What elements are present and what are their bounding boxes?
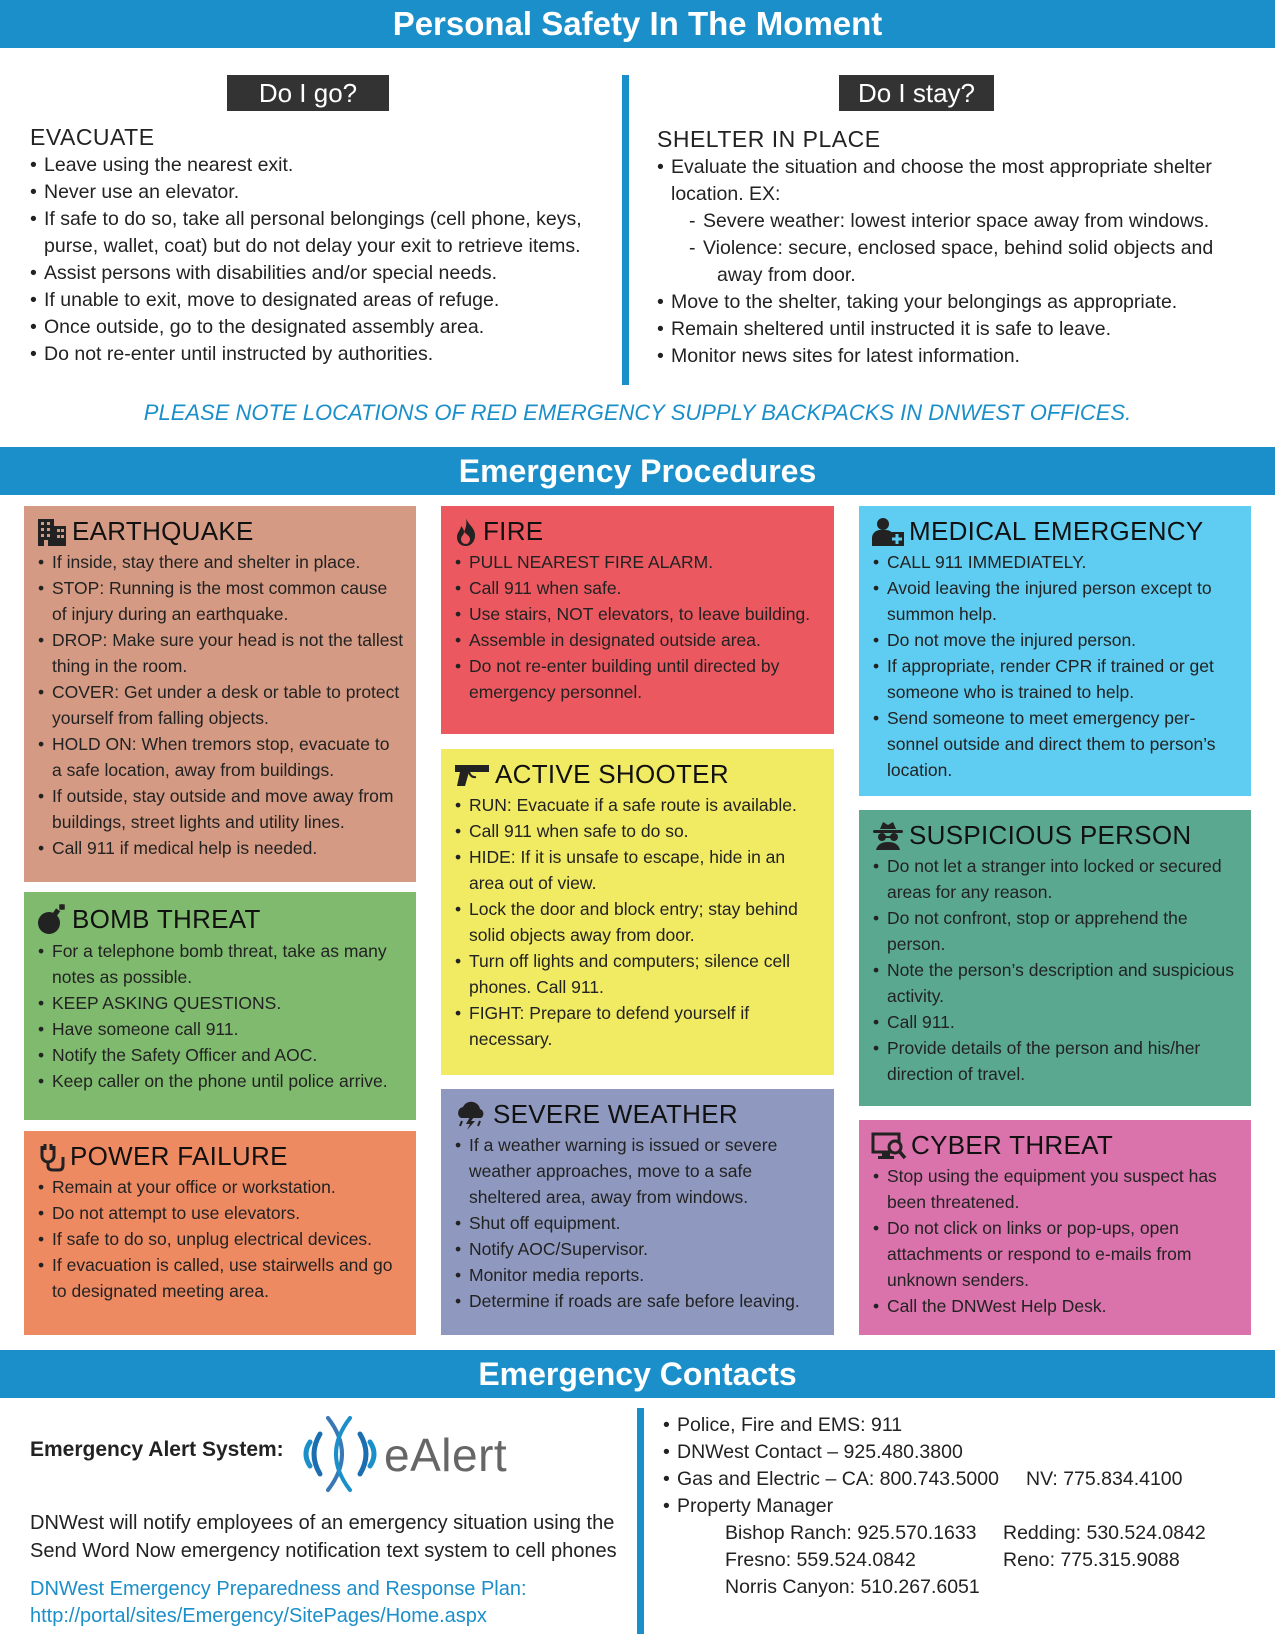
property-manager-left xyxy=(725,1520,980,1601)
list-item: • Do not confront, stop or apprehend the person. xyxy=(871,905,1239,957)
list-item: • If appropriate, render CPR if trained or get someone who is trained to help. xyxy=(871,653,1239,705)
shelter-heading: SHELTER IN PLACE xyxy=(657,126,881,152)
pm-contact: Reno: 775.315.9088 xyxy=(1003,1549,1180,1571)
list-item: • Assemble in designated outside area. xyxy=(453,627,822,653)
power-failure-card xyxy=(24,1131,416,1335)
list-item: • HIDE: If it is unsafe to escape, hide in an area out of view. xyxy=(453,844,822,896)
backpack-note: PLEASE NOTE LOCATIONS OF RED EMERGENCY SUPPLY BACKPACKS IN DNWEST OFFICES. xyxy=(143,400,1132,425)
contact-gas-ca: Gas and Electric – CA: 800.743.5000 xyxy=(677,1468,999,1490)
card-title: ACTIVE SHOOTER xyxy=(495,759,729,789)
medical-person-icon xyxy=(871,517,905,547)
list-item: • Evaluate the situation and choose the most appropriate shelter location. EX: xyxy=(657,154,1242,208)
procedures-title: Emergency Procedures xyxy=(0,447,1275,495)
do-i-go-tag: Do I go? xyxy=(227,75,389,111)
card-title: POWER FAILURE xyxy=(70,1141,288,1171)
card-title: SUSPICIOUS PERSON xyxy=(909,820,1192,850)
list-item: • FIGHT: Prepare to defend yourself if necessary. xyxy=(453,1000,822,1052)
list-item: • Monitor news sites for latest information. xyxy=(657,343,1242,370)
list-item: • Do not let a stranger into locked or secured areas for any reason. xyxy=(871,853,1239,905)
list-item: • PULL NEAREST FIRE ALARM. xyxy=(453,549,822,575)
bomb-threat-card xyxy=(24,892,416,1120)
list-item: • Avoid leaving the injured person except to summon help. xyxy=(871,575,1239,627)
evacuate-heading: EVACUATE xyxy=(30,124,155,150)
card-title: FIRE xyxy=(483,516,544,546)
sub-item-line: away from door. xyxy=(717,264,856,286)
card-title: MEDICAL EMERGENCY xyxy=(909,516,1204,546)
list-item: • COVER: Get under a desk or table to protect yourself from falling objects. xyxy=(36,679,404,731)
contact-dnwest: • DNWest Contact – 925.480.3800 xyxy=(663,1439,1263,1466)
list-item: • Call 911 when safe to do so. xyxy=(453,818,822,844)
notification-text: DNWest will notify employees of an emergency situation using the Send Word Now emergency notification text system to cell phones xyxy=(30,1512,617,1562)
list-item: • Notify AOC/Supervisor. xyxy=(453,1236,822,1262)
list-item: • If safe to do so, take all personal belongings (cell phone, keys, purse, wallet, coat) but do not delay your exit to retrieve items. xyxy=(30,206,595,260)
do-i-stay-tag: Do I stay? xyxy=(839,75,994,111)
list-item: • Stop using the equipment you suspect has been threatened. xyxy=(871,1163,1239,1215)
card-title: BOMB THREAT xyxy=(72,903,261,934)
card-title: CYBER THREAT xyxy=(911,1130,1114,1160)
list-item: • Call 911 if medical help is needed. xyxy=(36,835,404,861)
list-item: • Determine if roads are safe before leaving. xyxy=(453,1288,822,1314)
list-item: • Keep caller on the phone until police arrive. xyxy=(36,1068,404,1094)
alert-system-label: Emergency Alert System: xyxy=(30,1438,284,1461)
shelter-sublist xyxy=(657,208,1242,289)
list-item: • Do not re-enter until instructed by authorities. xyxy=(30,341,595,368)
list-item: • CALL 911 IMMEDIATELY. xyxy=(871,549,1239,575)
list-item: • Call 911. xyxy=(871,1009,1239,1035)
contacts-list xyxy=(663,1412,1263,1520)
list-item: • STOP: Running is the most common cause of injury during an earthquake. xyxy=(36,575,404,627)
list-item: • Do not click on links or pop-ups, open attachments or respond to e-mails from unknown senders. xyxy=(871,1215,1239,1293)
plug-icon xyxy=(36,1142,66,1172)
list-item: • Do not move the injured person. xyxy=(871,627,1239,653)
medical-emergency-card xyxy=(859,506,1251,796)
list-item: • Monitor media reports. xyxy=(453,1262,822,1288)
list-item: • Assist persons with disabilities and/or special needs. xyxy=(30,260,595,287)
list-item: • Move to the shelter, taking your belongings as appropriate. xyxy=(657,289,1242,316)
shelter-list xyxy=(657,154,1242,208)
list-item: • HOLD ON: When tremors stop, evacuate to a safe location, away from buildings. xyxy=(36,731,404,783)
contacts-divider xyxy=(637,1408,644,1634)
list-item: • Turn off lights and computers; silence cell phones. Call 911. xyxy=(453,948,822,1000)
list-item: • KEEP ASKING QUESTIONS. xyxy=(36,990,404,1016)
card-title: SEVERE WEATHER xyxy=(493,1099,738,1129)
list-item: • Lock the door and block entry; stay behind solid objects away from door. xyxy=(453,896,822,948)
property-manager-right xyxy=(1003,1520,1206,1574)
gun-icon xyxy=(453,762,491,788)
list-item: • If safe to do so, unplug electrical devices. xyxy=(36,1226,404,1252)
list-item: • Remain at your office or workstation. xyxy=(36,1174,404,1200)
list-item: • If evacuation is called, use stairwells and go to designated meeting area. xyxy=(36,1252,404,1304)
list-item: • Notify the Safety Officer and AOC. xyxy=(36,1042,404,1068)
ealert-logo-icon xyxy=(298,1412,384,1496)
column-divider xyxy=(622,75,629,385)
list-item: • Do not attempt to use elevators. xyxy=(36,1200,404,1226)
list-item: • Call 911 when safe. xyxy=(453,575,822,601)
contact-property-manager: • Property Manager xyxy=(663,1493,1263,1520)
page-title: Personal Safety In The Moment xyxy=(0,0,1275,48)
contacts-title: Emergency Contacts xyxy=(0,1350,1275,1398)
sub-item xyxy=(689,235,1242,289)
list-item: • Send someone to meet emergency per-sonnel outside and direct them to person’s location. xyxy=(871,705,1239,783)
pm-contact: Bishop Ranch: 925.570.1633 xyxy=(725,1522,977,1544)
earthquake-card xyxy=(24,506,416,882)
list-item: • For a telephone bomb threat, take as many notes as possible. xyxy=(36,938,404,990)
spy-icon xyxy=(871,821,905,851)
list-item: • Remain sheltered until instructed it is safe to leave. xyxy=(657,316,1242,343)
response-plan xyxy=(30,1576,620,1630)
suspicious-person-card xyxy=(859,810,1251,1106)
evacuate-section xyxy=(30,124,595,368)
list-item: • If a weather warning is issued or severe weather approaches, move to a safe sheltered area, away from windows. xyxy=(453,1132,822,1210)
computer-search-icon xyxy=(871,1131,907,1161)
shelter-section xyxy=(657,126,1242,370)
severe-weather-card xyxy=(441,1089,834,1335)
list-item: • Note the person’s description and suspicious activity. xyxy=(871,957,1239,1009)
contact-gas xyxy=(663,1466,1263,1493)
list-item: • Once outside, go to the designated assembly area. xyxy=(30,314,595,341)
ealert-logo-text: eAlert xyxy=(384,1429,508,1481)
pm-contact: Fresno: 559.524.0842 xyxy=(725,1549,916,1571)
list-item: • RUN: Evacuate if a safe route is available. xyxy=(453,792,822,818)
fire-card xyxy=(441,506,834,734)
shelter-list-cont xyxy=(657,289,1242,370)
evacuate-list xyxy=(30,152,595,368)
response-plan-label: DNWest Emergency Preparedness and Response Plan: xyxy=(30,1578,527,1600)
response-plan-link[interactable]: http://portal/sites/Emergency/SitePages/Home.aspx xyxy=(30,1605,487,1627)
pm-contact: Redding: 530.524.0842 xyxy=(1003,1522,1206,1544)
pm-contact: Norris Canyon: 510.267.6051 xyxy=(725,1576,980,1598)
building-icon xyxy=(36,517,68,547)
flame-icon xyxy=(453,517,479,547)
list-item: • Leave using the nearest exit. xyxy=(30,152,595,179)
cyber-threat-card xyxy=(859,1120,1251,1335)
list-item: • Provide details of the person and his/her direction of travel. xyxy=(871,1035,1239,1087)
bomb-icon xyxy=(36,902,68,936)
active-shooter-card xyxy=(441,749,834,1075)
sub-item-line: Violence: secure, enclosed space, behind solid objects and xyxy=(703,237,1214,259)
list-item: • Use stairs, NOT elevators, to leave building. xyxy=(453,601,822,627)
card-title: EARTHQUAKE xyxy=(72,516,254,546)
storm-cloud-icon xyxy=(453,1100,489,1130)
list-item: • If inside, stay there and shelter in place. xyxy=(36,549,404,575)
list-item: • If outside, stay outside and move away from buildings, street lights and utility lines. xyxy=(36,783,404,835)
list-item: • Do not re-enter building until directed by emergency personnel. xyxy=(453,653,822,705)
list-item: • If unable to exit, move to designated areas of refuge. xyxy=(30,287,595,314)
sub-item: - Severe weather: lowest interior space away from windows. xyxy=(689,208,1242,235)
list-item: • Never use an elevator. xyxy=(30,179,595,206)
list-item: • Shut off equipment. xyxy=(453,1210,822,1236)
list-item: • DROP: Make sure your head is not the tallest thing in the room. xyxy=(36,627,404,679)
contact-gas-nv: NV: 775.834.4100 xyxy=(1026,1468,1183,1490)
list-item: • Have someone call 911. xyxy=(36,1016,404,1042)
contact-police: • Police, Fire and EMS: 911 xyxy=(663,1412,1263,1439)
list-item: • Call the DNWest Help Desk. xyxy=(871,1293,1239,1319)
